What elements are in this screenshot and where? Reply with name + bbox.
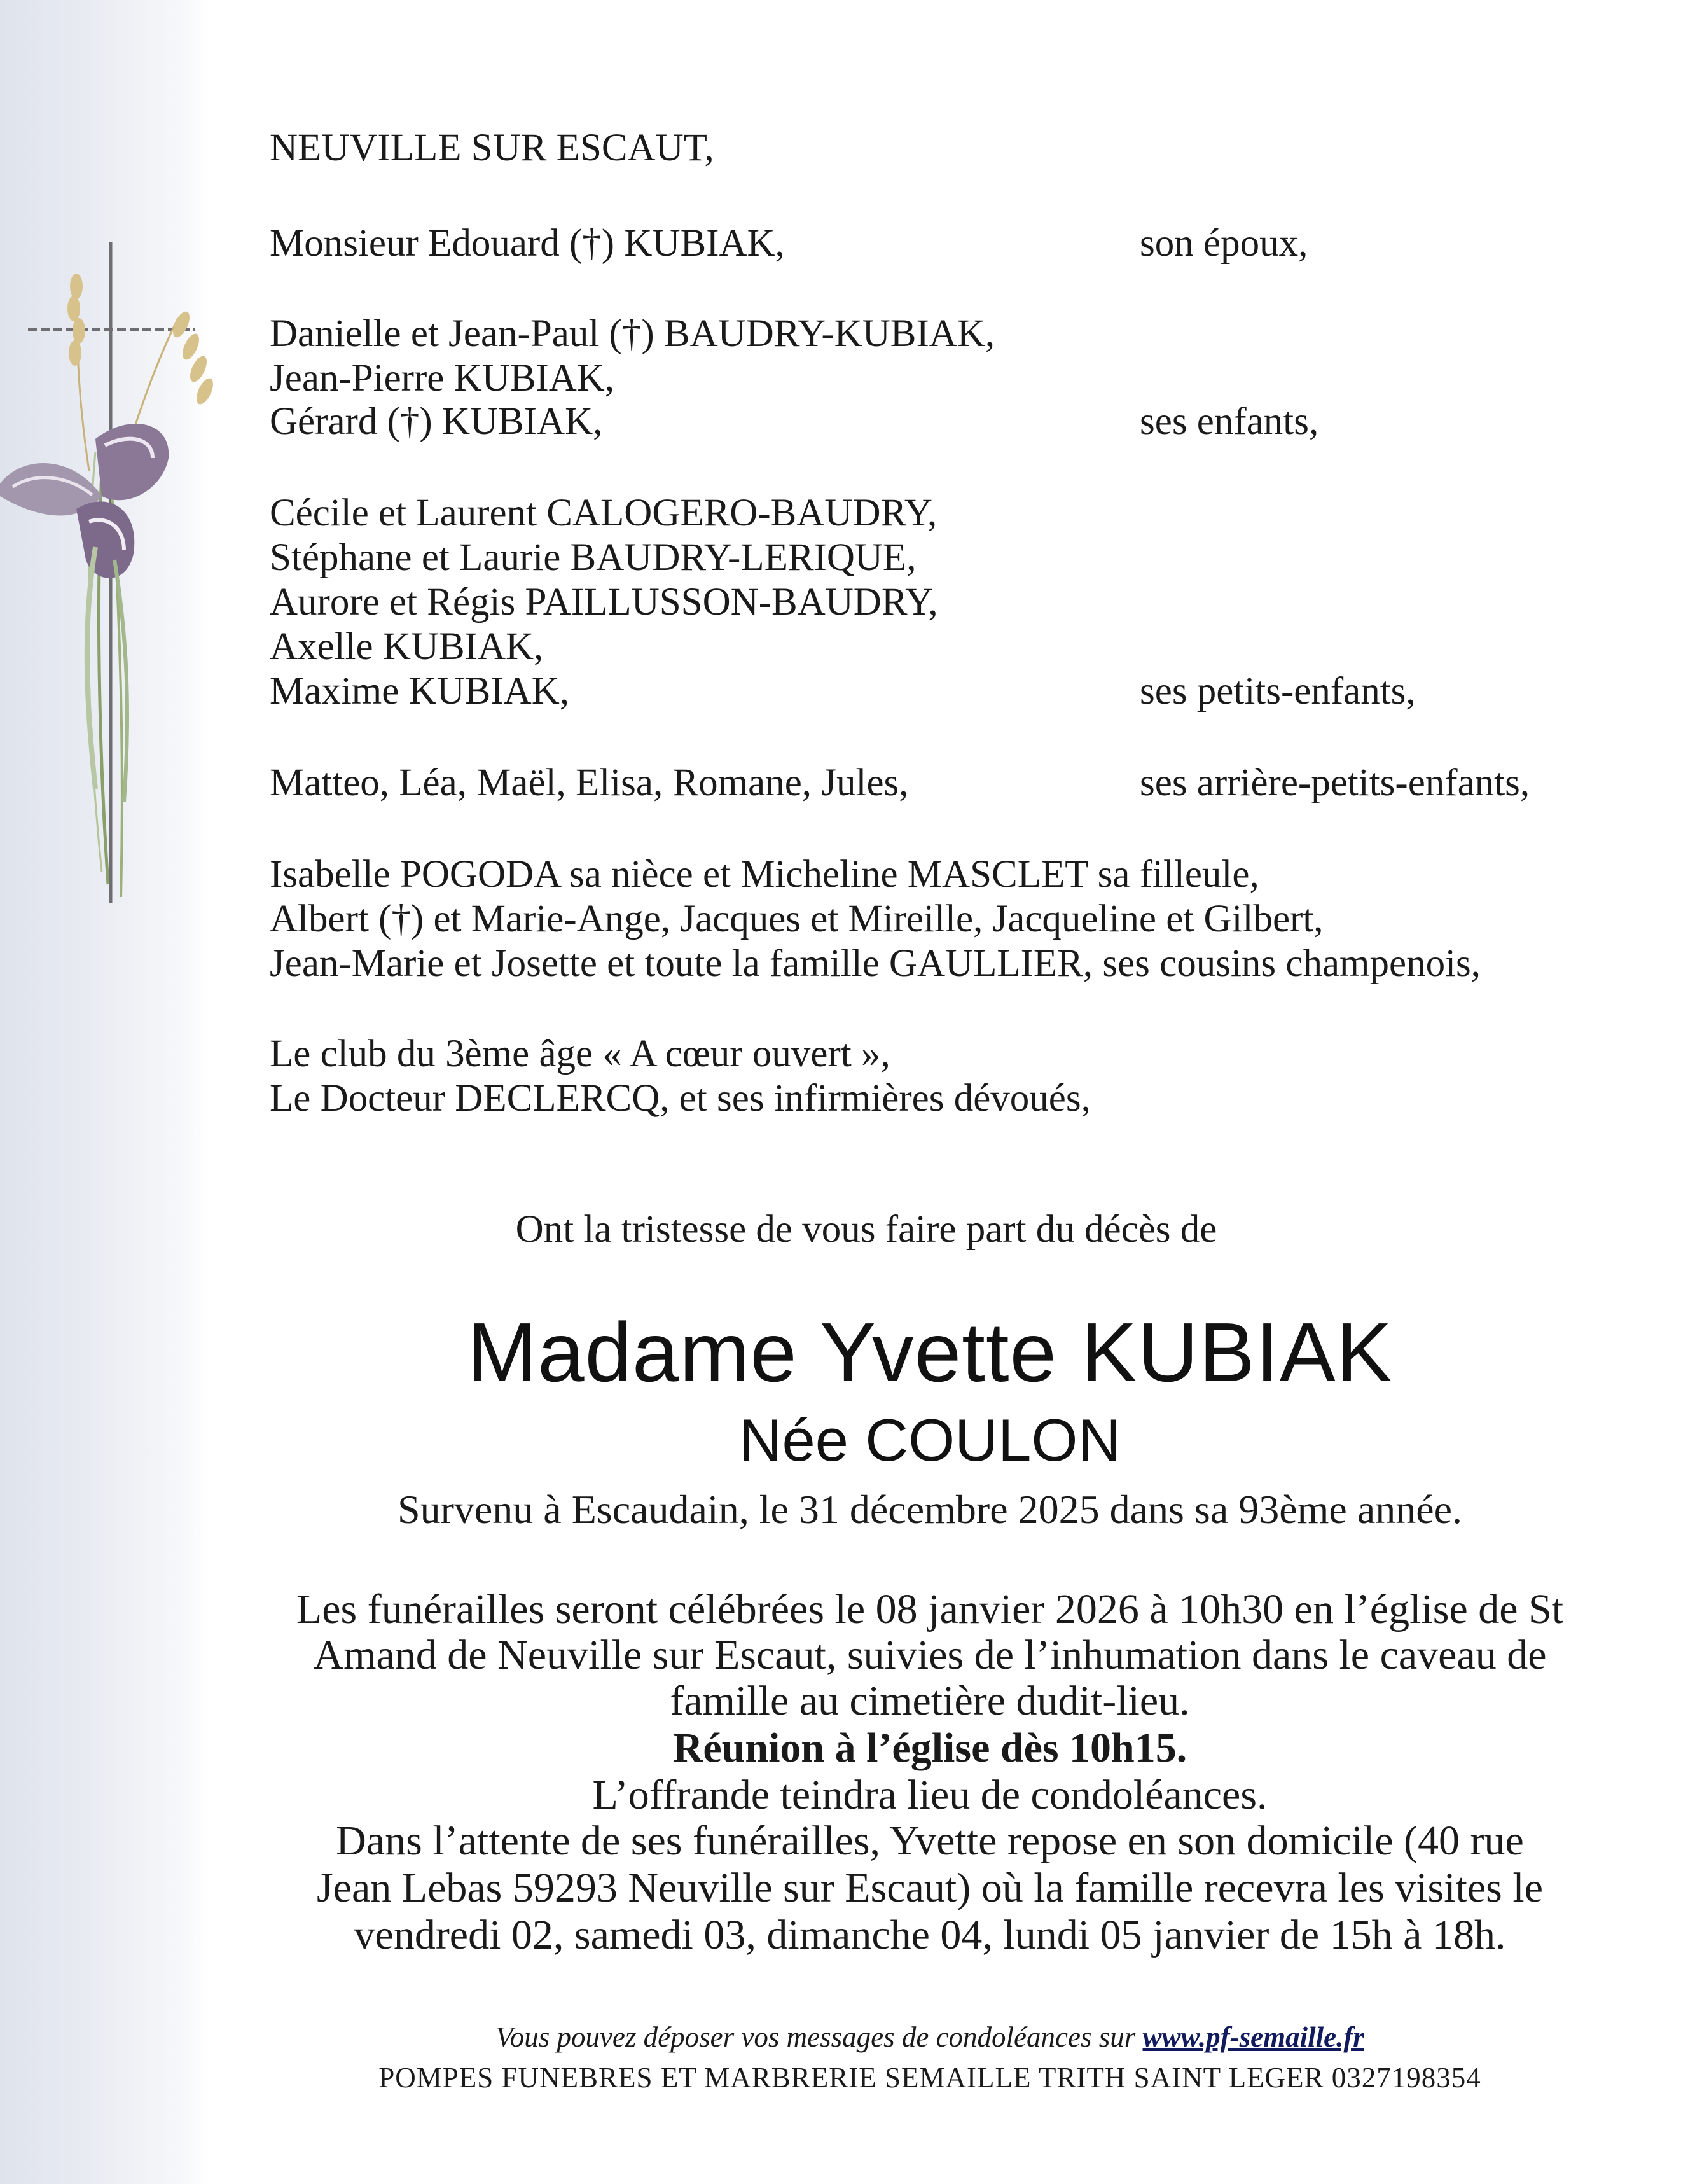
funeral-home-name: POMPES FUNEBRES ET MARBRERIE SEMAILLE TRITH SAINT LEGER 0327198354 [378, 2062, 1481, 2094]
child-name: Gérard (†) KUBIAK, [270, 400, 603, 443]
funeral-line: Les funérailles seront célébrées le 08 janvier 2026 à 10h30 en l’église de St [296, 1586, 1564, 1632]
visit-line: Jean Lebas 59293 Neuville sur Escaut) où la famille recevra les visites le [317, 1865, 1543, 1911]
great-grandchildren-names: Matteo, Léa, Maël, Elisa, Romane, Jules, [270, 762, 909, 804]
others-line: Le club du 3ème âge « A cœur ouvert », [270, 1033, 890, 1075]
grandchild-name: Axelle KUBIAK, [270, 625, 544, 668]
children-relation: ses enfants, [1140, 400, 1319, 443]
grandchildren-relation: ses petits-enfants, [1140, 670, 1416, 713]
grandchild-name: Stéphane et Laurie BAUDRY-LERIQUE, [270, 536, 917, 579]
maiden-name: Née COULON [738, 1407, 1121, 1473]
extended-family-line: Jean-Marie et Josette et toute la famille GAULLIER, ses cousins champenois, [270, 942, 1481, 985]
announcement-intro: Ont la tristesse de vous faire part du décès de [515, 1208, 1217, 1251]
death-details: Survenu à Escaudain, le 31 décembre 2025 dans sa 93ème année. [397, 1487, 1463, 1532]
spouse-relation: son époux, [1140, 222, 1308, 265]
extended-family-line: Isabelle POGODA sa nièce et Micheline MASCLET sa filleule, [270, 853, 1259, 896]
spouse-name: Monsieur Edouard (†) KUBIAK, [270, 222, 785, 265]
child-name: Danielle et Jean-Paul (†) BAUDRY-KUBIAK, [270, 312, 995, 355]
offering-note: L’offrande teindra lieu de condoléances. [592, 1772, 1268, 1818]
condolences-text: Vous pouvez déposer vos messages de condoléances sur [495, 2021, 1136, 2053]
funeral-home-website-link[interactable]: www.pf-semaille.fr [1142, 2021, 1364, 2053]
great-grandchildren-relation: ses arrière-petits-enfants, [1140, 762, 1530, 804]
funeral-line: famille au cimetière dudit-lieu. [670, 1678, 1190, 1724]
visit-line: Dans l’attente de ses funérailles, Yvette repose en son domicile (40 rue [336, 1818, 1524, 1864]
town-heading: NEUVILLE SUR ESCAUT, [270, 127, 714, 169]
grandchild-name: Maxime KUBIAK, [270, 670, 569, 713]
grandchild-name: Aurore et Régis PAILLUSSON-BAUDRY, [270, 581, 938, 623]
deceased-name: Madame Yvette KUBIAK [467, 1305, 1393, 1399]
visit-line: vendredi 02, samedi 03, dimanche 04, lundi 05 janvier de 15h à 18h. [354, 1912, 1506, 1958]
grandchild-name: Cécile et Laurent CALOGERO-BAUDRY, [270, 492, 937, 534]
funeral-line: Amand de Neuville sur Escaut, suivies de l’inhumation dans le caveau de [313, 1632, 1547, 1678]
others-line: Le Docteur DECLERCQ, et ses infirmières dévoués, [270, 1077, 1091, 1120]
extended-family-line: Albert (†) et Marie-Ange, Jacques et Mireille, Jacqueline et Gilbert, [270, 898, 1324, 940]
condolences-note [86, 2021, 1688, 2054]
church-meeting: Réunion à l’église dès 10h15. [672, 1725, 1187, 1771]
child-name: Jean-Pierre KUBIAK, [270, 357, 615, 400]
